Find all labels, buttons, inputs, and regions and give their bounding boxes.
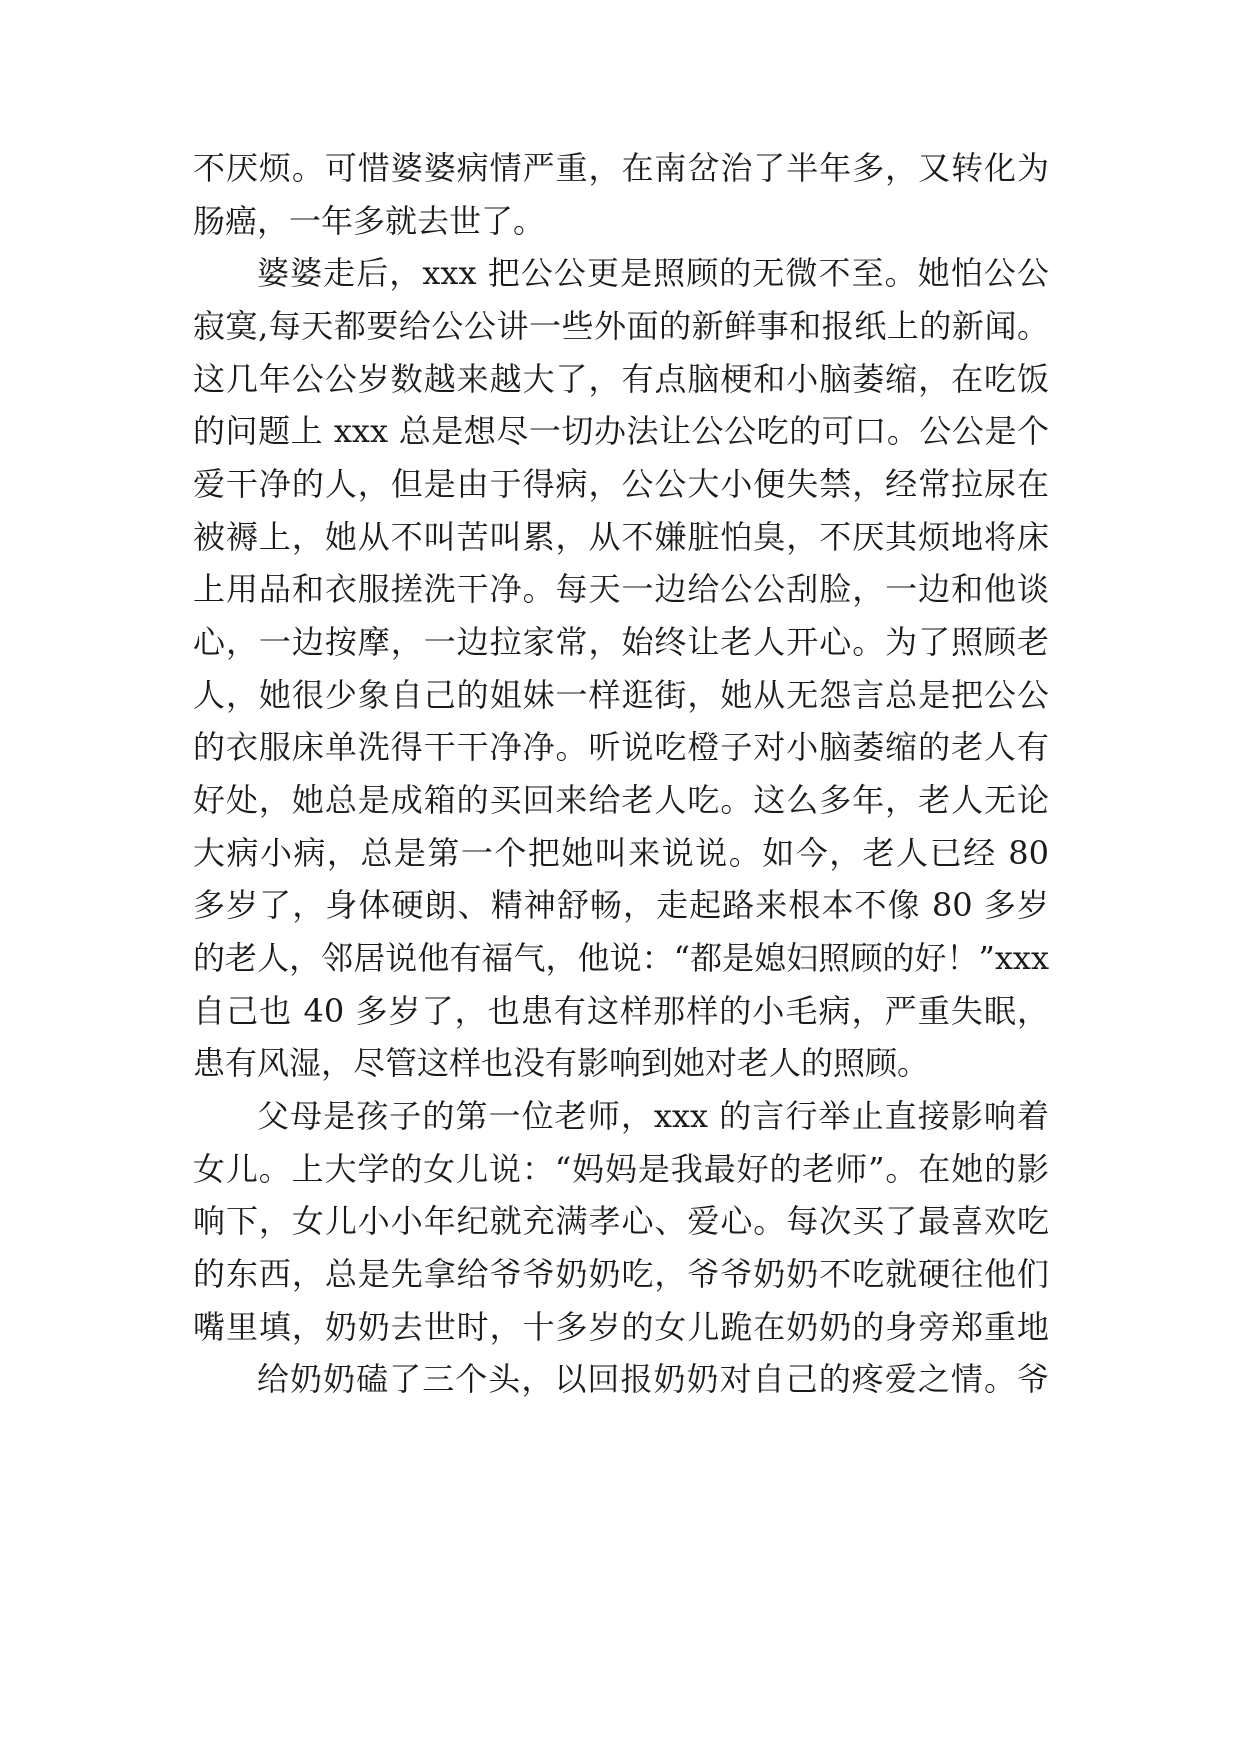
text-line: 大病小病，总是第一个把她叫来说说。如今，老人已经 80 <box>193 834 1049 872</box>
paragraph-first-line: 父母是孩子的第一位老师，xxx 的言行举止直接影响着 <box>257 1097 1049 1135</box>
text-line: 心，一边按摩，一边拉家常，始终让老人开心。为了照顾老 <box>193 623 1049 661</box>
text-line: 不厌烦。可惜婆婆病情严重，在南岔治了半年多，又转化为 <box>193 149 1049 187</box>
paragraph-first-line: 婆婆走后，xxx 把公公更是照顾的无微不至。她怕公公 <box>257 254 1049 292</box>
text-line: 肠癌，一年多就去世了。 <box>193 202 546 240</box>
text-line: 响下，女儿小小年纪就充满孝心、爱心。每次买了最喜欢吃 <box>193 1202 1049 1240</box>
paragraph-first-line: 给奶奶磕了三个头，以回报奶奶对自己的疼爱之情。爷 <box>257 1360 1049 1398</box>
text-line: 被褥上，她从不叫苦叫累，从不嫌脏怕臭，不厌其烦地将床 <box>193 518 1049 556</box>
text-line: 寂寞,每天都要给公公讲一些外面的新鲜事和报纸上的新闻。 <box>193 307 1049 345</box>
text-line: 爱干净的人，但是由于得病，公公大小便失禁，经常拉尿在 <box>193 465 1049 503</box>
text-line: 好处，她总是成箱的买回来给老人吃。这么多年，老人无论 <box>193 781 1049 819</box>
text-line: 的问题上 xxx 总是想尽一切办法让公公吃的可口。公公是个 <box>193 412 1049 450</box>
text-line: 多岁了，身体硬朗、精神舒畅，走起路来根本不像 80 多岁 <box>193 886 1049 924</box>
text-line: 的老人，邻居说他有福气，他说：“都是媳妇照顾的好！”xxx <box>193 939 1049 977</box>
text-line: 的东西，总是先拿给爷爷奶奶吃，爷爷奶奶不吃就硬往他们 <box>193 1255 1049 1293</box>
text-line: 女儿。上大学的女儿说：“妈妈是我最好的老师”。在她的影 <box>193 1150 1049 1188</box>
text-line: 上用品和衣服搓洗干净。每天一边给公公刮脸，一边和他谈 <box>193 570 1049 608</box>
text-line: 嘴里填，奶奶去世时，十多岁的女儿跪在奶奶的身旁郑重地 <box>193 1308 1049 1346</box>
text-line: 自己也 40 多岁了，也患有这样那样的小毛病，严重失眠， <box>193 992 1049 1030</box>
text-line: 人，她很少象自己的姐妹一样逛街，她从无怨言总是把公公 <box>193 676 1049 714</box>
text-line: 患有风湿，尽管这样也没有影响到她对老人的照顾。 <box>193 1044 930 1082</box>
text-line: 的衣服床单洗得干干净净。听说吃橙子对小脑萎缩的老人有 <box>193 728 1049 766</box>
text-line: 这几年公公岁数越来越大了，有点脑梗和小脑萎缩，在吃饭 <box>193 360 1049 398</box>
